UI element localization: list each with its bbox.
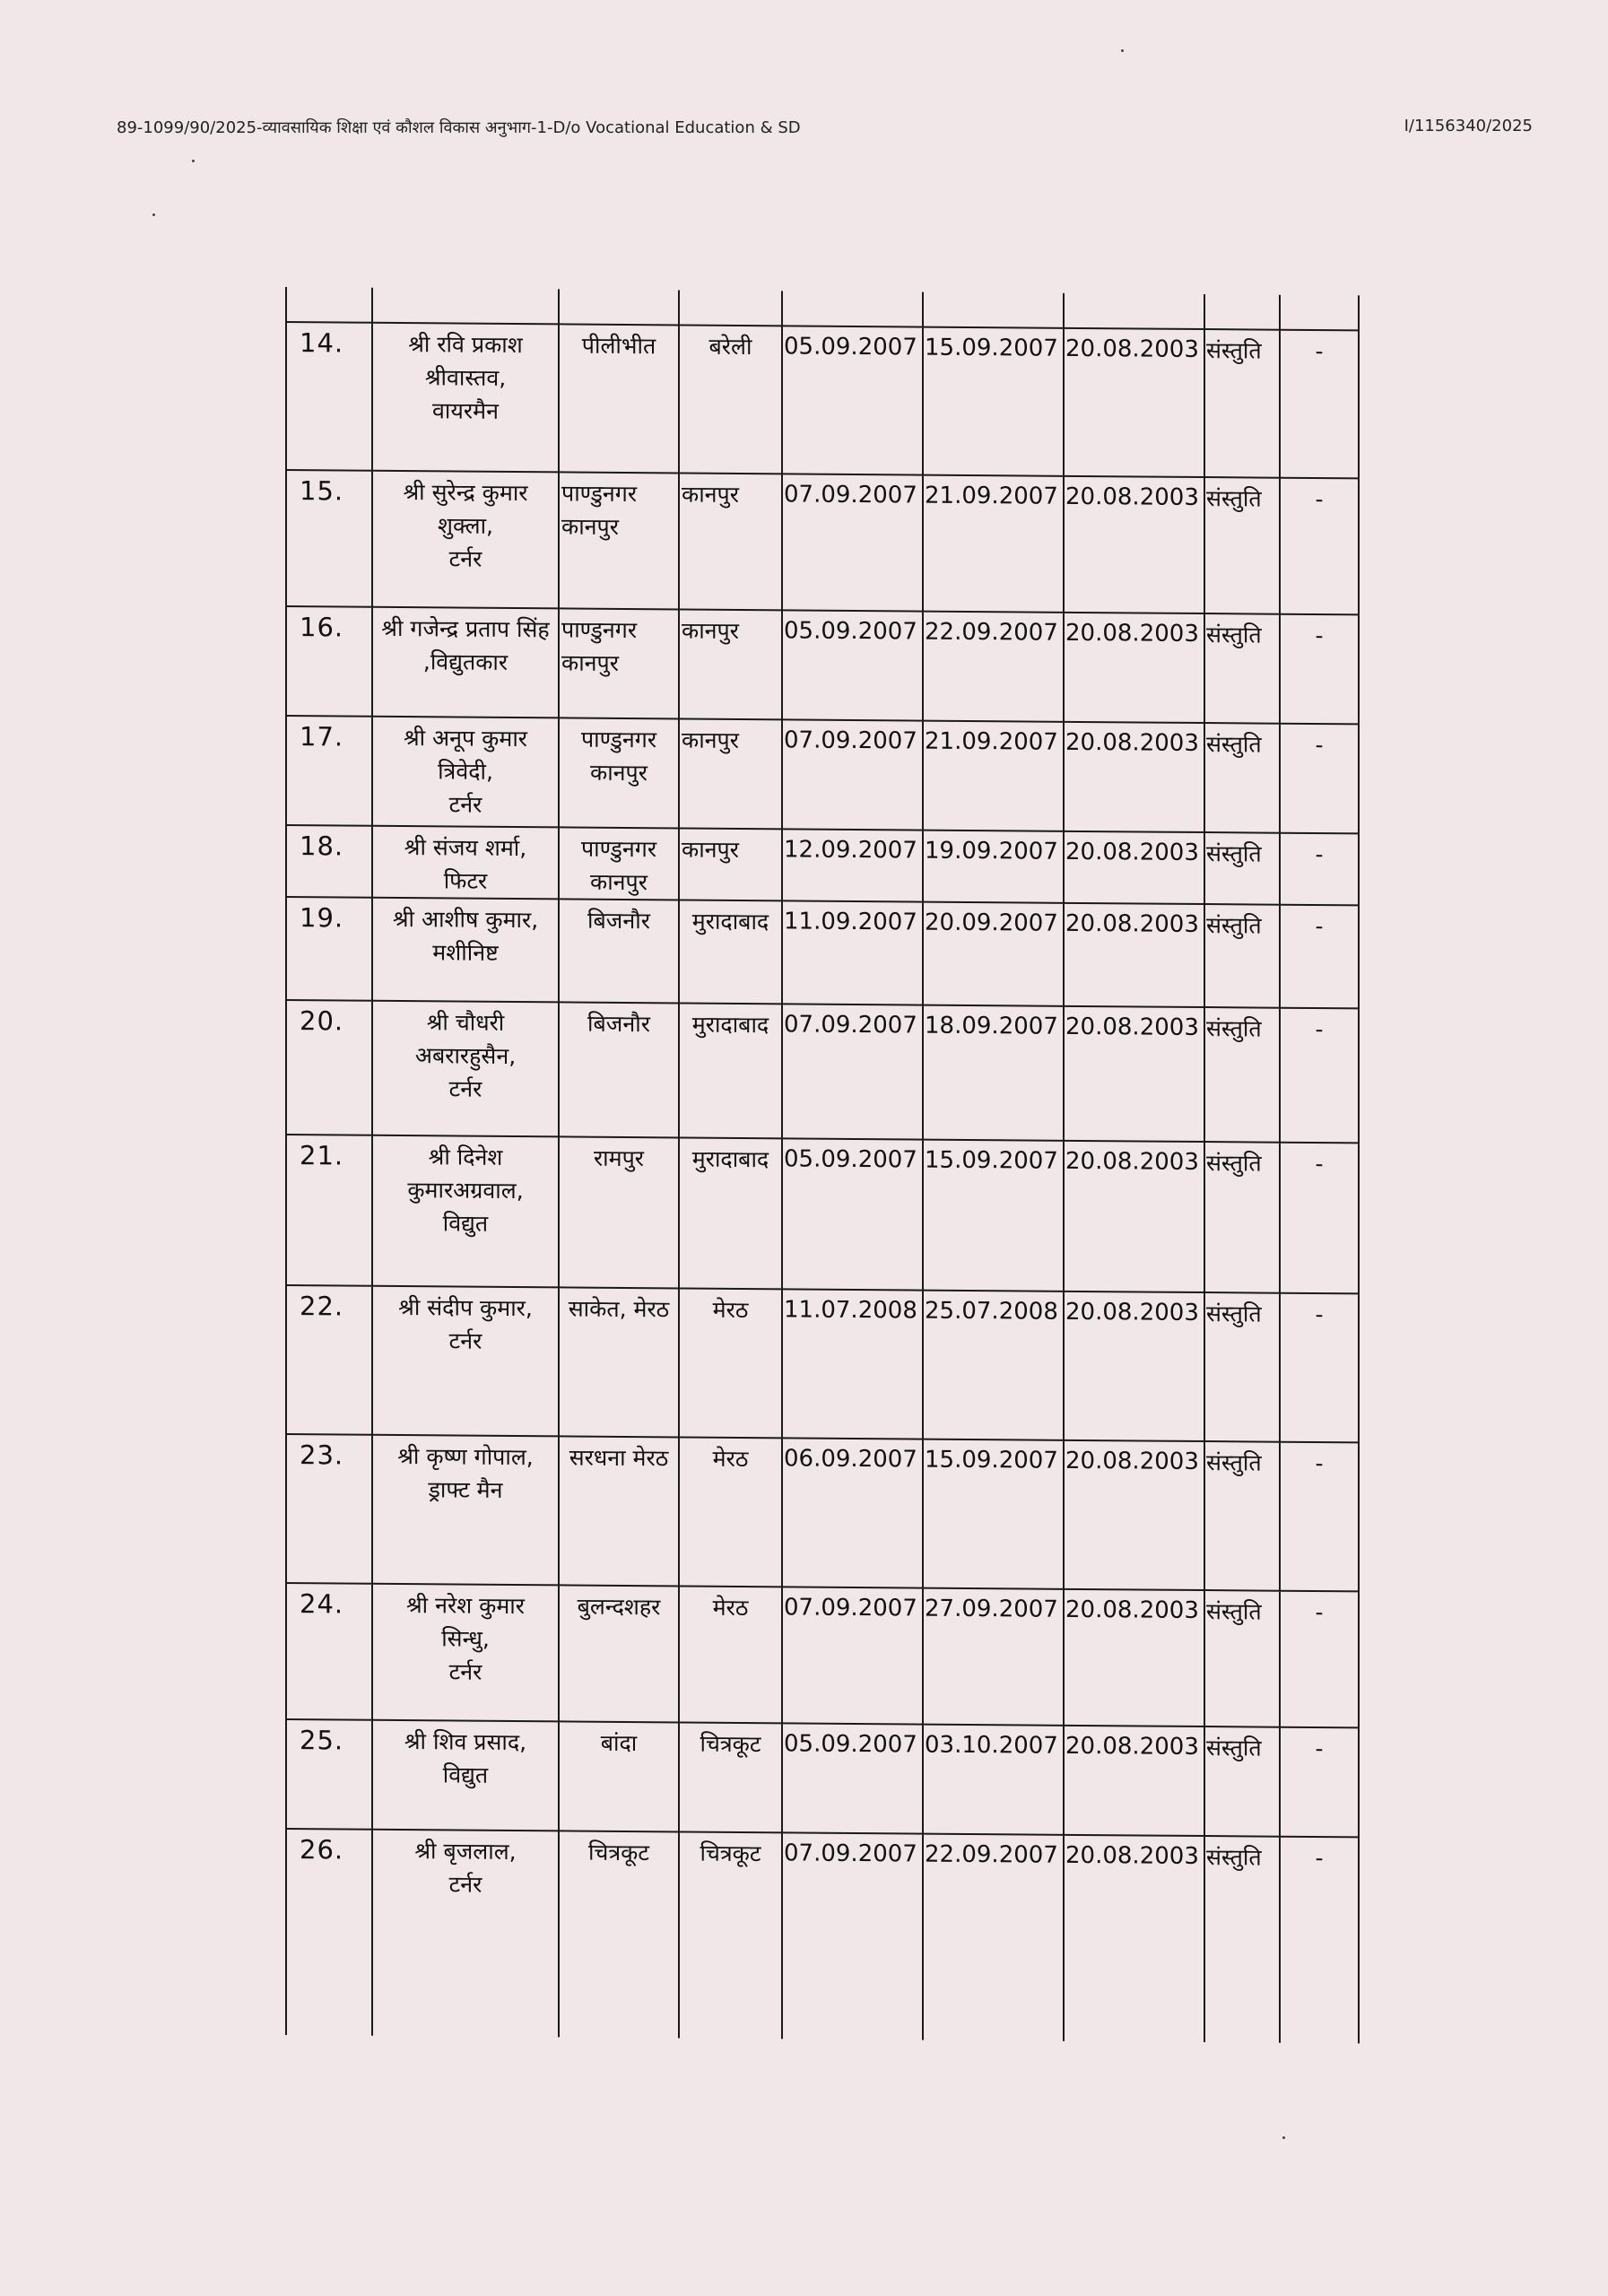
table-row (286, 1719, 1359, 1837)
division-cell: कानपुर (679, 609, 782, 719)
date-cell: 20.08.2003 (1064, 1589, 1204, 1726)
employee-name: श्री चौधरी अबरारहुसैन, टर्नर (372, 1001, 559, 1137)
date-cell: 21.09.2007 (923, 475, 1064, 613)
recommendation-cell: संस्तुति (1204, 1142, 1280, 1293)
division-cell: बरेली (679, 325, 782, 474)
remark-cell: - (1280, 1293, 1359, 1443)
serial-number: 23. (286, 1434, 372, 1584)
division-cell: मेरठ (679, 1288, 782, 1438)
remark-cell: - (1280, 1008, 1359, 1144)
remark-cell: - (1280, 478, 1359, 615)
table-row (286, 1583, 1359, 1727)
place-cell: बिजनौर (559, 1002, 679, 1137)
remark-cell: - (1280, 1442, 1359, 1592)
remark-cell: - (1280, 330, 1359, 479)
table-row (286, 897, 1359, 1008)
place-cell: बिजनौर (559, 899, 679, 1003)
place-cell: पाण्डुनगर कानपुर (559, 827, 679, 900)
remark-cell: - (1280, 905, 1359, 1009)
date-cell: 15.09.2007 (923, 1439, 1064, 1589)
remark-cell: - (1280, 724, 1359, 834)
place-cell: बुलन्दशहर (559, 1585, 679, 1722)
remark-cell: - (1280, 1837, 1359, 2044)
date-cell: 11.09.2007 (782, 900, 923, 1004)
recommendation-cell: संस्तुति (1204, 477, 1280, 614)
remark-cell: - (1280, 1591, 1359, 1728)
table-row (286, 716, 1359, 833)
table-row (286, 470, 1359, 614)
recommendation-cell: संस्तुति (1204, 723, 1280, 833)
serial-number: 14. (286, 322, 372, 471)
place-cell: साकेत, मेरठ (559, 1287, 679, 1437)
table-row (286, 1434, 1359, 1591)
date-cell: 19.09.2007 (923, 831, 1064, 903)
date-cell: 07.09.2007 (782, 1832, 923, 2039)
date-cell: 07.09.2007 (782, 474, 923, 611)
serial-number: 25. (286, 1719, 372, 1830)
place-cell: पाण्डुनगर कानपुर (559, 472, 679, 609)
employee-name: श्री नरेश कुमार सिन्धु, टर्नर (372, 1584, 559, 1722)
place-cell: पाण्डुनगर कानपुर (559, 718, 679, 828)
recommendation-cell: संस्तुति (1204, 904, 1280, 1008)
date-cell: 18.09.2007 (923, 1005, 1064, 1141)
date-cell: 22.09.2007 (923, 1834, 1064, 2041)
date-cell: 11.07.2008 (782, 1289, 923, 1439)
date-cell: 05.09.2007 (782, 326, 923, 474)
division-cell: कानपुर (679, 828, 782, 900)
date-cell: 20.08.2003 (1064, 1835, 1204, 2042)
date-cell: 21.09.2007 (923, 721, 1064, 831)
recommendation-cell: संस्तुति (1204, 1836, 1280, 2043)
file-reference: 89-1099/90/2025-व्यावसायिक शिक्षा एवं कौशल विकास अनुभाग-1-D/o Vocational Education & SD (117, 118, 801, 137)
employee-table (285, 287, 1358, 2043)
table-row (286, 1000, 1359, 1143)
serial-number: 24. (286, 1583, 372, 1720)
date-cell: 07.09.2007 (782, 1587, 923, 1724)
division-cell: मेरठ (679, 1586, 782, 1723)
table-row (286, 1135, 1359, 1293)
place-cell: बांदा (559, 1721, 679, 1831)
date-cell: 20.08.2003 (1064, 328, 1204, 477)
serial-number: 26. (286, 1829, 372, 2036)
employee-name: श्री अनूप कुमार त्रिवेदी, टर्नर (372, 717, 559, 828)
place-cell: पीलीभीत (559, 324, 679, 473)
serial-number: 16. (286, 606, 372, 717)
place-cell: पाण्डुनगर कानपुर (559, 608, 679, 718)
serial-number: 19. (286, 897, 372, 1001)
employee-name: श्री गजेन्द्र प्रताप सिंह ,विद्युतकार (372, 607, 559, 718)
employee-name: श्री बृजलाल, टर्नर (372, 1830, 559, 2038)
employee-name: श्री कृष्ण गोपाल, ड्राफ्ट मैन (372, 1435, 559, 1586)
serial-number: 17. (286, 716, 372, 826)
date-cell: 20.08.2003 (1064, 1440, 1204, 1590)
scan-speck (192, 160, 195, 162)
division-cell: मुरादाबाद (679, 900, 782, 1004)
employee-name: श्री आशीष कुमार, मशीनिष्ट (372, 898, 559, 1003)
scan-speck (1121, 49, 1124, 52)
date-cell: 05.09.2007 (782, 1138, 923, 1290)
date-cell: 20.08.2003 (1064, 1292, 1204, 1441)
date-cell: 20.08.2003 (1064, 903, 1204, 1007)
date-cell: 25.07.2008 (923, 1291, 1064, 1440)
remark-cell: - (1280, 1727, 1359, 1838)
table-body (286, 287, 1359, 2043)
employee-name: श्री शिव प्रसाद, विद्युत (372, 1720, 559, 1831)
date-cell: 15.09.2007 (923, 1140, 1064, 1292)
date-cell: 20.09.2007 (923, 902, 1064, 1006)
employee-name: श्री संदीप कुमार, टर्नर (372, 1286, 559, 1437)
recommendation-cell: संस्तुति (1204, 1441, 1280, 1591)
recommendation-cell: संस्तुति (1204, 1292, 1280, 1442)
table-row (286, 1829, 1359, 2043)
date-cell: 20.08.2003 (1064, 476, 1204, 613)
serial-number: 15. (286, 470, 372, 607)
remark-cell: - (1280, 833, 1359, 906)
page-header (0, 117, 1608, 144)
date-cell: 15.09.2007 (923, 327, 1064, 476)
date-cell: 20.08.2003 (1064, 1726, 1204, 1836)
division-cell: कानपुर (679, 473, 782, 610)
table-row (286, 606, 1359, 724)
date-cell: 20.08.2003 (1064, 1141, 1204, 1292)
employee-name: श्री संजय शर्मा, फिटर (372, 826, 559, 900)
employee-name: श्री दिनेश कुमारअग्रवाल, विद्युत (372, 1135, 559, 1288)
recommendation-cell: संस्तुति (1204, 1590, 1280, 1727)
table-row (286, 825, 1359, 905)
recommendation-cell: संस्तुति (1204, 329, 1280, 478)
date-cell: 27.09.2007 (923, 1588, 1064, 1726)
remark-cell: - (1280, 1143, 1359, 1294)
division-cell: चित्रकूट (679, 1722, 782, 1832)
scan-speck (152, 213, 155, 216)
date-cell: 05.09.2007 (782, 1723, 923, 1833)
division-cell: मुरादाबाद (679, 1003, 782, 1138)
table-row (286, 322, 1359, 478)
recommendation-cell: संस्तुति (1204, 613, 1280, 724)
division-cell: कानपुर (679, 718, 782, 829)
serial-number: 21. (286, 1135, 372, 1286)
date-cell: 20.08.2003 (1064, 1006, 1204, 1142)
table-row (286, 1285, 1359, 1442)
date-cell: 20.08.2003 (1064, 831, 1204, 904)
date-cell: 22.09.2007 (923, 612, 1064, 722)
date-cell: 20.08.2003 (1064, 722, 1204, 832)
date-cell: 05.09.2007 (782, 610, 923, 720)
serial-number: 22. (286, 1285, 372, 1435)
division-cell: मुरादाबाद (679, 1137, 782, 1289)
place-cell: चित्रकूट (559, 1831, 679, 2038)
document-number: I/1156340/2025 (1404, 117, 1533, 135)
place-cell: सरधना मेरठ (559, 1436, 679, 1586)
employee-name: श्री रवि प्रकाश श्रीवास्तव, वायरमैन (372, 323, 559, 473)
recommendation-cell: संस्तुति (1204, 1007, 1280, 1143)
date-cell: 07.09.2007 (782, 1004, 923, 1139)
recommendation-cell: संस्तुति (1204, 832, 1280, 905)
date-cell: 06.09.2007 (782, 1438, 923, 1587)
remark-cell: - (1280, 614, 1359, 725)
date-cell: 12.09.2007 (782, 829, 923, 901)
date-cell: 07.09.2007 (782, 719, 923, 830)
employee-name: श्री सुरेन्द्र कुमार शुक्ला, टर्नर (372, 471, 559, 609)
date-cell: 03.10.2007 (923, 1725, 1064, 1835)
scan-speck (1282, 2136, 1285, 2139)
serial-number: 20. (286, 1000, 372, 1135)
serial-number: 18. (286, 825, 372, 898)
recommendation-cell: संस्तुति (1204, 1726, 1280, 1837)
division-cell: मेरठ (679, 1437, 782, 1587)
place-cell: रामपुर (559, 1136, 679, 1288)
date-cell: 20.08.2003 (1064, 613, 1204, 723)
division-cell: चित्रकूट (679, 1831, 782, 2039)
